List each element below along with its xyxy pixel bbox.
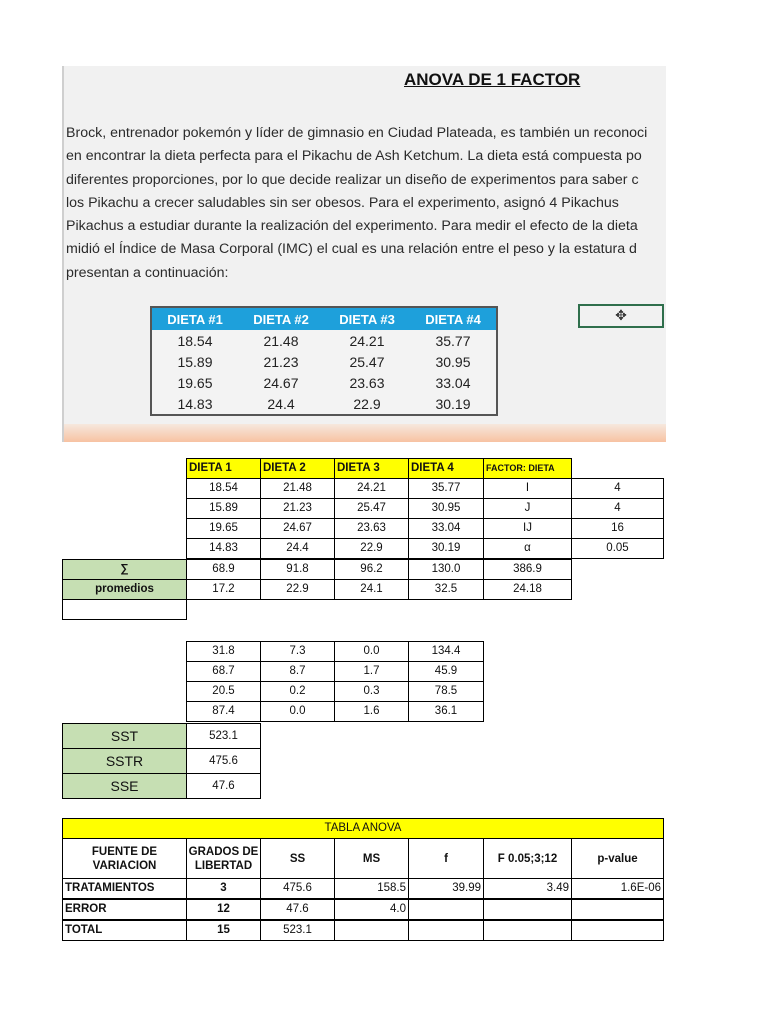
table-cell: 18.54 (177, 332, 213, 349)
table-cell: 19.65 (177, 374, 213, 391)
table-header: DIETA #1 (151, 307, 238, 330)
data-cell[interactable]: 33.04 (408, 518, 484, 539)
sum-cell[interactable]: 96.2 (334, 559, 409, 580)
sum-cell[interactable]: 68.9 (186, 559, 261, 580)
anova-cell[interactable]: 3.49 (483, 878, 572, 899)
anova-header-pvalue[interactable]: p-value (571, 838, 664, 879)
header-factor[interactable]: FACTOR: DIETA (483, 458, 572, 479)
empty-cell[interactable] (62, 599, 187, 620)
anova-cell[interactable]: 47.6 (260, 899, 335, 920)
avg-cell[interactable]: 32.5 (408, 579, 484, 600)
avg-cell[interactable]: 17.2 (186, 579, 261, 600)
data-cell[interactable]: 24.4 (260, 538, 335, 559)
anova-cell[interactable] (334, 920, 409, 941)
table-cell: 33.04 (435, 374, 471, 391)
data-cell[interactable]: 21.48 (260, 478, 335, 499)
panel-title: ANOVA DE 1 FACTOR (404, 70, 581, 89)
problem-line: Brock, entrenador pokemón y líder de gimnasio en Ciudad Plateada, es también un reconoci (66, 125, 648, 141)
sse-value[interactable]: 47.6 (186, 773, 261, 799)
sse-label[interactable]: SSE (62, 773, 187, 799)
param-value[interactable]: 4 (571, 478, 664, 499)
anova-header-ss[interactable]: SS (260, 838, 335, 879)
sum-label[interactable]: ∑ (62, 559, 187, 580)
table-cell: 15.89 (177, 353, 213, 370)
data-cell[interactable]: 19.65 (186, 518, 261, 539)
table-cell: 23.63 (349, 374, 385, 391)
param-name[interactable]: I (483, 478, 572, 499)
table-cell: 35.77 (435, 332, 471, 349)
data-cell[interactable]: 30.95 (408, 498, 484, 519)
sum-cell[interactable]: 130.0 (408, 559, 484, 580)
sq-cell[interactable]: 0.0 (260, 701, 335, 722)
problem-screenshot-panel (62, 66, 666, 442)
table-cell: 30.19 (435, 395, 471, 412)
anova-cell[interactable]: 15 (186, 920, 261, 941)
table-cell: 30.95 (435, 353, 471, 370)
problem-line: diferentes proporciones, por lo que decide realizar un diseño de experimentos para saber c (66, 171, 639, 188)
data-cell[interactable]: 21.23 (260, 498, 335, 519)
problem-line: presentan a continuación: (66, 264, 229, 281)
sq-cell[interactable]: 78.5 (408, 681, 484, 702)
data-cell[interactable]: 25.47 (334, 498, 409, 519)
sq-cell[interactable]: 0.3 (334, 681, 409, 702)
anova-title[interactable]: TABLA ANOVA (62, 818, 664, 839)
sq-cell[interactable]: 36.1 (408, 701, 484, 722)
table-cell: 24.67 (263, 374, 299, 391)
data-cell[interactable]: 24.67 (260, 518, 335, 539)
sq-cell[interactable]: 8.7 (260, 661, 335, 682)
sq-cell[interactable]: 45.9 (408, 661, 484, 682)
anova-cell[interactable]: 4.0 (334, 899, 409, 920)
table-row (151, 393, 497, 415)
selected-cell[interactable] (578, 304, 664, 328)
anova-header-ms[interactable]: MS (334, 838, 409, 879)
anova-cell[interactable] (408, 899, 484, 920)
header-dieta-4[interactable]: DIETA 4 (408, 458, 484, 479)
table-cell: 21.23 (263, 353, 299, 370)
anova-cell[interactable] (483, 920, 572, 941)
anova-header-source[interactable]: FUENTE DE VARIACION (62, 838, 187, 879)
sum-cell[interactable]: 91.8 (260, 559, 335, 580)
sst-value[interactable]: 523.1 (186, 723, 261, 749)
data-cell[interactable]: 24.21 (334, 478, 409, 499)
anova-source-total[interactable]: TOTAL (62, 920, 187, 941)
table-row (151, 330, 497, 351)
sq-cell[interactable]: 87.4 (186, 701, 261, 722)
param-name[interactable]: IJ (483, 518, 572, 539)
table-cell: 24.4 (267, 395, 295, 412)
data-cell[interactable]: 35.77 (408, 478, 484, 499)
anova-cell[interactable]: 475.6 (260, 878, 335, 899)
data-cell[interactable]: 23.63 (334, 518, 409, 539)
grand-avg-cell[interactable]: 24.18 (483, 579, 572, 600)
table-header: DIETA #3 (324, 307, 410, 330)
sq-cell[interactable]: 20.5 (186, 681, 261, 702)
table-row (151, 351, 497, 372)
panel-bottom-fade (64, 424, 666, 442)
anova-header-f[interactable]: f (408, 838, 484, 879)
sq-cell[interactable]: 0.2 (260, 681, 335, 702)
sstr-value[interactable]: 475.6 (186, 748, 261, 774)
sq-cell[interactable]: 31.8 (186, 641, 261, 662)
anova-cell[interactable]: 523.1 (260, 920, 335, 941)
anova-source-treatments[interactable]: TRATAMIENTOS (62, 878, 187, 899)
problem-line: en encontrar la dieta perfecta para el Pikachu de Ash Ketchum. La dieta está compuesta po (66, 148, 642, 165)
param-value[interactable]: 16 (571, 518, 664, 539)
table-header: DIETA #2 (238, 307, 324, 330)
param-name[interactable]: J (483, 498, 572, 519)
avg-label[interactable]: promedios (62, 579, 187, 600)
data-cell[interactable]: 15.89 (186, 498, 261, 519)
header-dieta-1[interactable]: DIETA 1 (186, 458, 261, 479)
param-value[interactable]: 0.05 (571, 538, 664, 559)
anova-cell[interactable] (571, 920, 664, 941)
anova-cell[interactable]: 1.6E-06 (571, 878, 664, 899)
data-cell[interactable]: 14.83 (186, 538, 261, 559)
table-cell: 14.83 (177, 395, 213, 412)
anova-cell[interactable]: 39.99 (408, 878, 484, 899)
avg-cell[interactable]: 24.1 (334, 579, 409, 600)
sstr-label[interactable]: SSTR (62, 748, 187, 774)
anova-source-error[interactable]: ERROR (62, 899, 187, 920)
table-cell: 21.48 (263, 332, 299, 349)
problem-line: midió el Índice de Masa Corporal (IMC) el cual es una relación entre el peso y la estatura d (66, 241, 637, 258)
header-dieta-3[interactable]: DIETA 3 (334, 458, 409, 479)
param-value[interactable]: 4 (571, 498, 664, 519)
table-header: DIETA #4 (410, 307, 497, 330)
anova-cell[interactable]: 12 (186, 899, 261, 920)
anova-header-df[interactable]: GRADOS DE LIBERTAD (186, 838, 261, 879)
anova-cell[interactable] (483, 899, 572, 920)
table-cell: 25.47 (349, 353, 385, 370)
header-dieta-2[interactable]: DIETA 2 (260, 458, 335, 479)
anova-cell[interactable] (408, 920, 484, 941)
sq-cell[interactable]: 7.3 (260, 641, 335, 662)
problem-statement (66, 122, 666, 285)
problem-line: Pikachus a estudiar durante la realización del experimento. Para medir el efecto de la dieta (66, 218, 638, 235)
sq-cell[interactable]: 134.4 (408, 641, 484, 662)
problem-line: los Pikachu a crecer saludables sin ser obesos. Para el experimento, asignó 4 Pikachus (66, 194, 619, 211)
sq-cell[interactable]: 1.6 (334, 701, 409, 722)
sq-cell[interactable]: 0.0 (334, 641, 409, 662)
data-cell[interactable]: 18.54 (186, 478, 261, 499)
diet-data-table (150, 306, 498, 416)
param-name[interactable]: α (483, 538, 572, 559)
sst-label[interactable]: SST (62, 723, 187, 749)
table-cell: 24.21 (349, 332, 385, 349)
anova-cell[interactable]: 3 (186, 878, 261, 899)
avg-cell[interactable]: 22.9 (260, 579, 335, 600)
data-cell[interactable]: 30.19 (408, 538, 484, 559)
table-cell: 22.9 (353, 395, 381, 412)
anova-cell[interactable]: 158.5 (334, 878, 409, 899)
anova-header-fcrit[interactable]: F 0.05;3;12 (483, 838, 572, 879)
sq-cell[interactable]: 68.7 (186, 661, 261, 682)
table-header-row (151, 307, 497, 330)
sq-cell[interactable]: 1.7 (334, 661, 409, 682)
table-row (151, 372, 497, 393)
move-cursor-icon: ✥ (615, 307, 627, 323)
sum-total-cell[interactable]: 386.9 (483, 559, 572, 580)
data-cell[interactable]: 22.9 (334, 538, 409, 559)
anova-cell[interactable] (571, 899, 664, 920)
